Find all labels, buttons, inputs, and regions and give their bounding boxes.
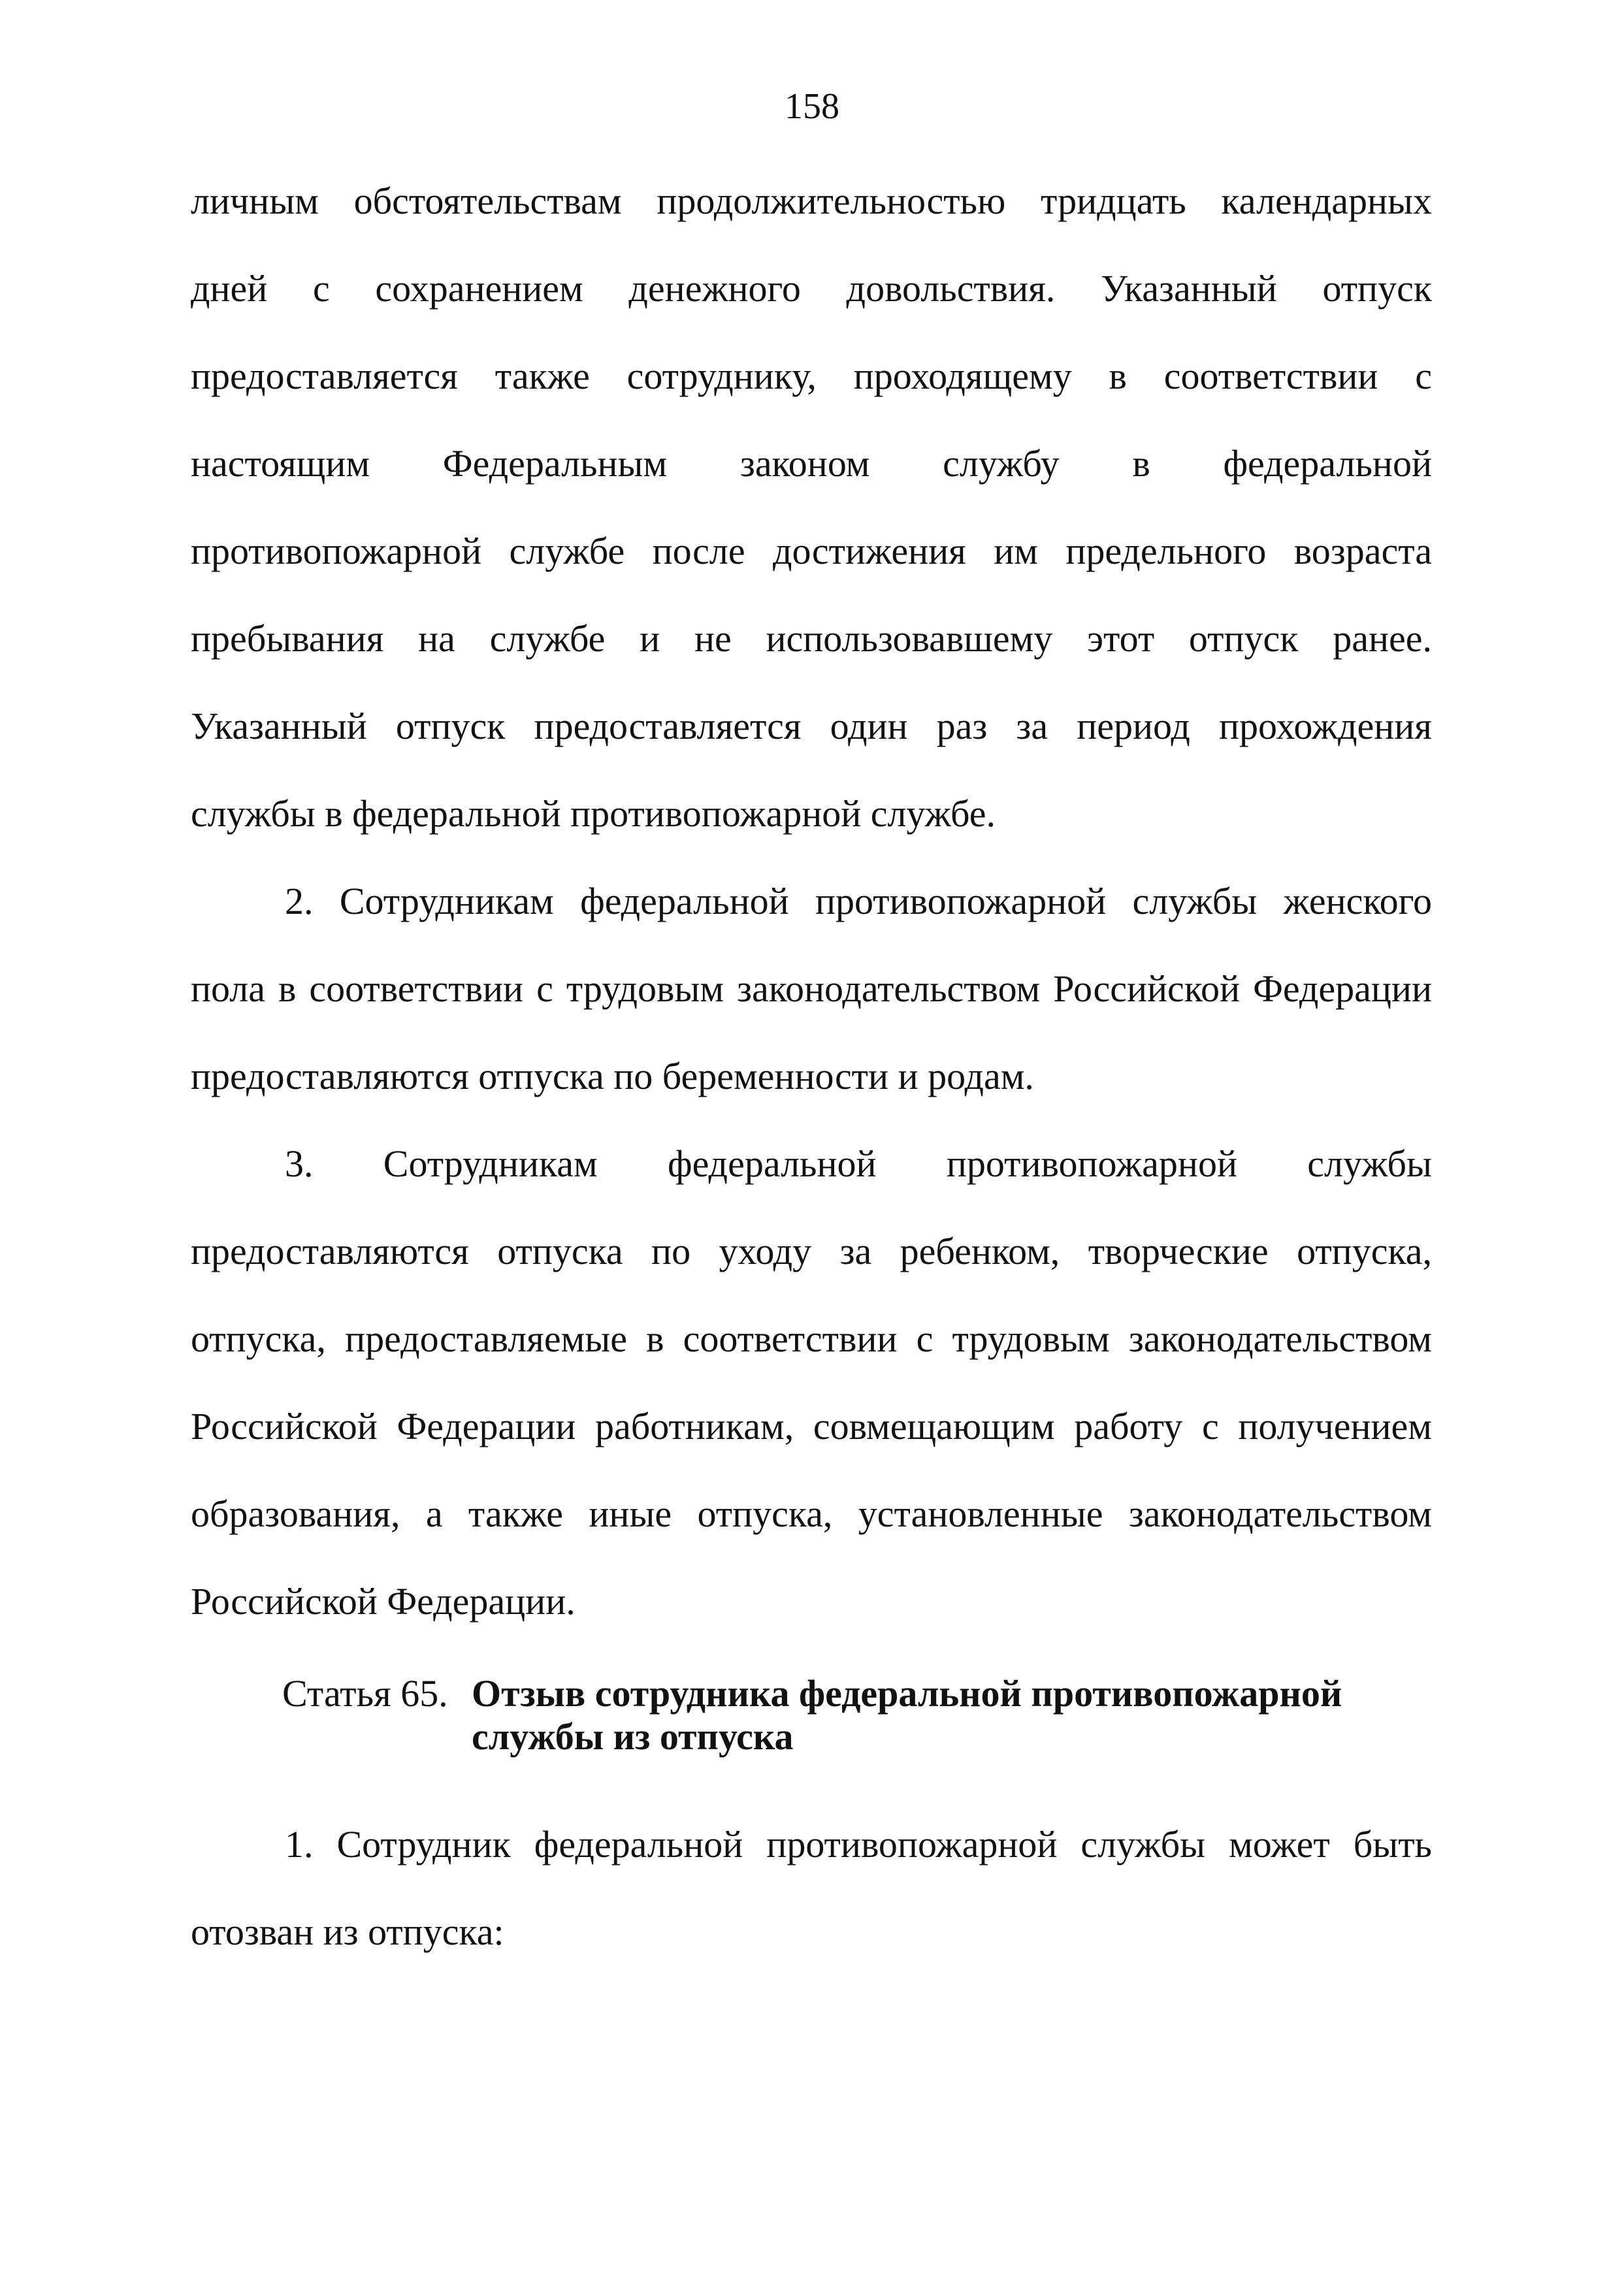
article-title bbox=[472, 1672, 1425, 1758]
text-line: противопожарной службе после достижения им предельного возраста bbox=[191, 530, 1432, 572]
text-line: службы в федеральной противопожарной службе. bbox=[191, 792, 996, 835]
text-line: дней с сохранением денежного довольствия. Указанный отпуск bbox=[191, 267, 1432, 310]
text-line: Российской Федерации работникам, совмещающим работу с получением bbox=[191, 1405, 1432, 1447]
text-line: Указанный отпуск предоставляется один раз за период прохождения bbox=[191, 705, 1432, 747]
text-line: образования, а также иные отпуска, установленные законодательством bbox=[191, 1493, 1432, 1535]
text-line: предоставляется также сотруднику, проходящему в соответствии с bbox=[191, 355, 1432, 397]
text-line: пола в соответствии с трудовым законодательством Российской Федерации bbox=[191, 967, 1432, 1010]
page-number: 158 bbox=[785, 86, 839, 127]
paragraph-3-first-line: 3. Сотрудникам федеральной противопожарной службы bbox=[285, 1142, 1432, 1185]
text-line: предоставляются отпуска по беременности и родам. bbox=[191, 1055, 1034, 1097]
text-line: предоставляются отпуска по уходу за ребенком, творческие отпуска, bbox=[191, 1230, 1432, 1272]
text-line: Российской Федерации. bbox=[191, 1580, 576, 1623]
text-line: отпуска, предоставляемые в соответствии с трудовым законодательством bbox=[191, 1317, 1432, 1360]
article-title-line: Отзыв сотрудника федеральной противопожарной bbox=[472, 1672, 1342, 1715]
text-line: настоящим Федеральным законом службу в федеральной bbox=[191, 442, 1432, 485]
paragraph-2-first-line: 2. Сотрудникам федеральной противопожарной службы женского bbox=[285, 880, 1432, 922]
text-line: личным обстоятельствам продолжительностью тридцать календарных bbox=[191, 180, 1432, 222]
text-line: пребывания на службе и не использовавшему этот отпуск ранее. bbox=[191, 617, 1432, 660]
article-label: Статья 65. bbox=[282, 1672, 448, 1715]
text-line: отозван из отпуска: bbox=[191, 1911, 504, 1953]
article-title-line: службы из отпуска bbox=[472, 1715, 794, 1758]
paragraph-1-first-line: 1. Сотрудник федеральной противопожарной службы может быть bbox=[285, 1823, 1432, 1866]
